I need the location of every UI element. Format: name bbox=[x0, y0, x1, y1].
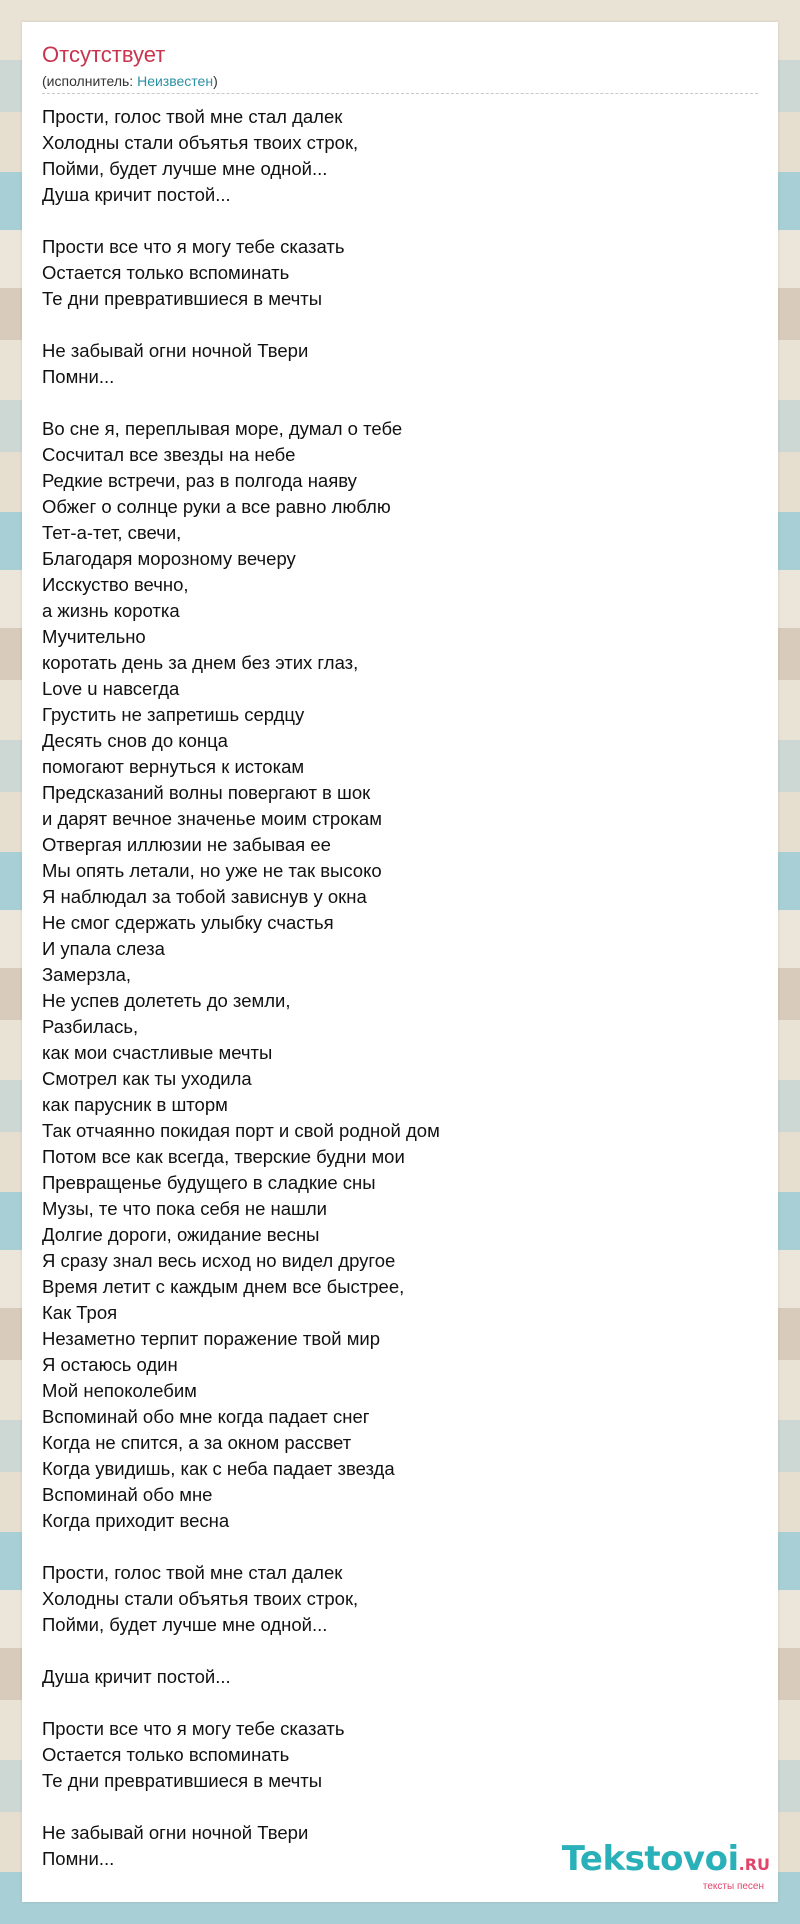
lyric-line: И упала слеза bbox=[42, 938, 165, 959]
lyric-line: Прости все что я могу тебе сказать bbox=[42, 1718, 345, 1739]
lyric-line: Мой непоколебим bbox=[42, 1380, 197, 1401]
lyric-line: Я сразу знал весь исход но видел другое bbox=[42, 1250, 396, 1271]
lyric-line: Превращенье будущего в сладкие сны bbox=[42, 1172, 376, 1193]
lyric-line: а жизнь коротка bbox=[42, 600, 180, 621]
lyric-line: Сосчитал все звезды на небе bbox=[42, 444, 296, 465]
lyric-line: Прости, голос твой мне стал далек bbox=[42, 106, 343, 127]
lyric-line: как мои счастливые мечты bbox=[42, 1042, 273, 1063]
lyric-line: Грустить не запретишь сердцу bbox=[42, 704, 305, 725]
lyric-line: Не смог сдержать улыбку счастья bbox=[42, 912, 334, 933]
lyric-line: Время летит с каждым днем все быстрее, bbox=[42, 1276, 405, 1297]
stanza-break bbox=[42, 1690, 758, 1716]
lyric-line: и дарят вечное значенье моим строкам bbox=[42, 808, 382, 829]
lyric-line: Не забывай огни ночной Твери bbox=[42, 1822, 309, 1843]
lyric-line: Музы, те что пока себя не нашли bbox=[42, 1198, 327, 1219]
lyric-line: Прости, голос твой мне стал далек bbox=[42, 1562, 343, 1583]
logo-tagline: тексты песен bbox=[702, 1881, 764, 1892]
lyric-line: Когда приходит весна bbox=[42, 1510, 230, 1531]
site-logo[interactable] bbox=[561, 1839, 770, 1892]
lyric-line: Те дни превратившиеся в мечты bbox=[42, 288, 323, 309]
lyric-line: Разбилась, bbox=[42, 1016, 139, 1037]
lyrics-card bbox=[22, 22, 778, 1902]
lyric-line: Я наблюдал за тобой зависнув у окна bbox=[42, 886, 367, 907]
lyric-line: Мучительно bbox=[42, 626, 146, 647]
lyric-line: Предсказаний волны повергают в шок bbox=[42, 782, 371, 803]
lyric-line: Прости все что я могу тебе сказать bbox=[42, 236, 345, 257]
lyric-line: как парусник в шторм bbox=[42, 1094, 228, 1115]
stanza-break bbox=[42, 1638, 758, 1664]
lyric-line: Замерзла, bbox=[42, 964, 132, 985]
lyric-line: Остается только вспоминать bbox=[42, 262, 290, 283]
lyric-line: Не забывай огни ночной Твери bbox=[42, 340, 309, 361]
logo-name: Tekstovoi bbox=[561, 1839, 739, 1879]
lyric-line: Не успев долететь до земли, bbox=[42, 990, 291, 1011]
lyric-line: Когда увидишь, как с неба падает звезда bbox=[42, 1458, 395, 1479]
stanza-break bbox=[42, 208, 758, 234]
lyric-line: Холодны стали объятья твоих строк, bbox=[42, 1588, 359, 1609]
logo-wordmark bbox=[561, 1839, 770, 1882]
song-title: Отсутствует bbox=[42, 42, 166, 67]
lyric-line: Десять снов до конца bbox=[42, 730, 228, 751]
lyric-line: Love u навсегда bbox=[42, 678, 180, 699]
lyric-line: Помни... bbox=[42, 1848, 115, 1869]
artist-line bbox=[42, 72, 218, 90]
artist-link[interactable]: Неизвестен bbox=[137, 73, 214, 89]
lyric-line: Я остаюсь один bbox=[42, 1354, 178, 1375]
lyric-line: Пойми, будет лучше мне одной... bbox=[42, 1614, 328, 1635]
lyric-line: Холодны стали объятья твоих строк, bbox=[42, 132, 359, 153]
stanza-break bbox=[42, 312, 758, 338]
lyrics-text bbox=[42, 104, 758, 1872]
artist-prefix: (исполнитель: bbox=[42, 73, 138, 89]
lyric-line: Редкие встречи, раз в полгода наяву bbox=[42, 470, 357, 491]
lyric-line: Пойми, будет лучше мне одной... bbox=[42, 158, 328, 179]
stanza-break bbox=[42, 390, 758, 416]
lyric-line: Исскуство вечно, bbox=[42, 574, 189, 595]
lyric-line: Долгие дороги, ожидание весны bbox=[42, 1224, 320, 1245]
lyric-line: Помни... bbox=[42, 366, 115, 387]
lyric-line: Душа кричит постой... bbox=[42, 184, 231, 205]
lyric-line: Те дни превратившиеся в мечты bbox=[42, 1770, 323, 1791]
lyric-line: Мы опять летали, но уже не так высоко bbox=[42, 860, 382, 881]
lyric-line: Душа кричит постой... bbox=[42, 1666, 231, 1687]
stanza-break bbox=[42, 1534, 758, 1560]
logo-tld: .RU bbox=[738, 1855, 770, 1874]
lyric-line: Благодаря морозному вечеру bbox=[42, 548, 296, 569]
lyric-line: Как Троя bbox=[42, 1302, 118, 1323]
lyric-line: Тет-а-тет, свечи, bbox=[42, 522, 182, 543]
lyric-line: Потом все как всегда, тверские будни мои bbox=[42, 1146, 405, 1167]
lyric-line: Когда не спится, а за окном рассвет bbox=[42, 1432, 352, 1453]
lyric-line: коротать день за днем без этих глаз, bbox=[42, 652, 359, 673]
lyric-line: Вспоминай обо мне bbox=[42, 1484, 213, 1505]
artist-suffix: ) bbox=[213, 73, 218, 89]
lyric-line: Во сне я, переплывая море, думал о тебе bbox=[42, 418, 403, 439]
header-divider bbox=[42, 93, 758, 94]
lyric-line: помогают вернуться к истокам bbox=[42, 756, 305, 777]
lyric-line: Обжег о солнце руки а все равно люблю bbox=[42, 496, 391, 517]
lyric-line: Смотрел как ты уходила bbox=[42, 1068, 252, 1089]
lyric-line: Незаметно терпит поражение твой мир bbox=[42, 1328, 381, 1349]
lyric-line: Вспоминай обо мне когда падает снег bbox=[42, 1406, 370, 1427]
stanza-break bbox=[42, 1794, 758, 1820]
lyric-line: Так отчаянно покидая порт и свой родной дом bbox=[42, 1120, 440, 1141]
lyric-line: Остается только вспоминать bbox=[42, 1744, 290, 1765]
lyric-line: Отвергая иллюзии не забывая ее bbox=[42, 834, 331, 855]
